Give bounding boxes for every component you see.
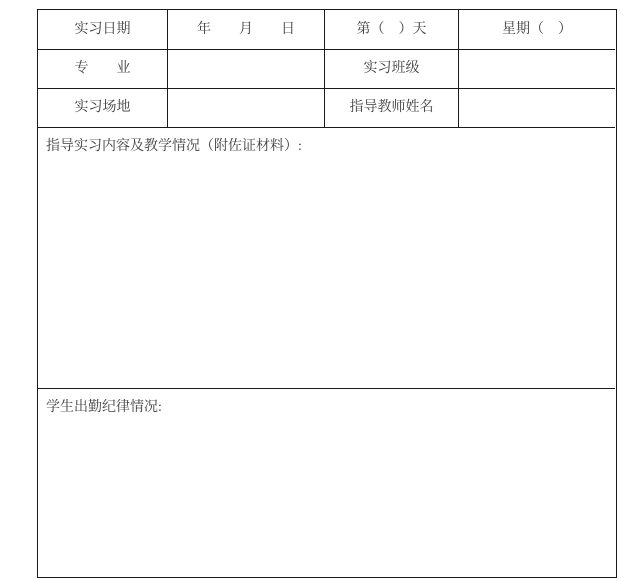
attendance-section-cell[interactable] xyxy=(38,389,615,579)
weekday-cell[interactable]: 星期（ ） xyxy=(459,10,615,50)
date-value-cell[interactable]: 年 月 日 xyxy=(168,10,325,50)
content-section-cell[interactable] xyxy=(38,128,615,389)
class-value-cell[interactable] xyxy=(459,50,615,89)
day-number-cell[interactable]: 第（ ）天 xyxy=(325,10,459,50)
major-label-cell: 专 业 xyxy=(38,50,168,89)
attendance-section-title: 学生出勤纪律情况: xyxy=(46,400,162,415)
class-label-cell: 实习班级 xyxy=(325,50,459,89)
date-label-cell: 实习日期 xyxy=(38,10,168,50)
major-value-cell[interactable] xyxy=(168,50,325,89)
internship-log-table xyxy=(37,9,617,578)
teacher-label-cell: 指导教师姓名 xyxy=(325,89,459,128)
content-section-title: 指导实习内容及教学情况（附佐证材料）: xyxy=(46,139,302,154)
site-label-cell: 实习场地 xyxy=(38,89,168,128)
site-value-cell[interactable] xyxy=(168,89,325,128)
teacher-value-cell[interactable] xyxy=(459,89,615,128)
